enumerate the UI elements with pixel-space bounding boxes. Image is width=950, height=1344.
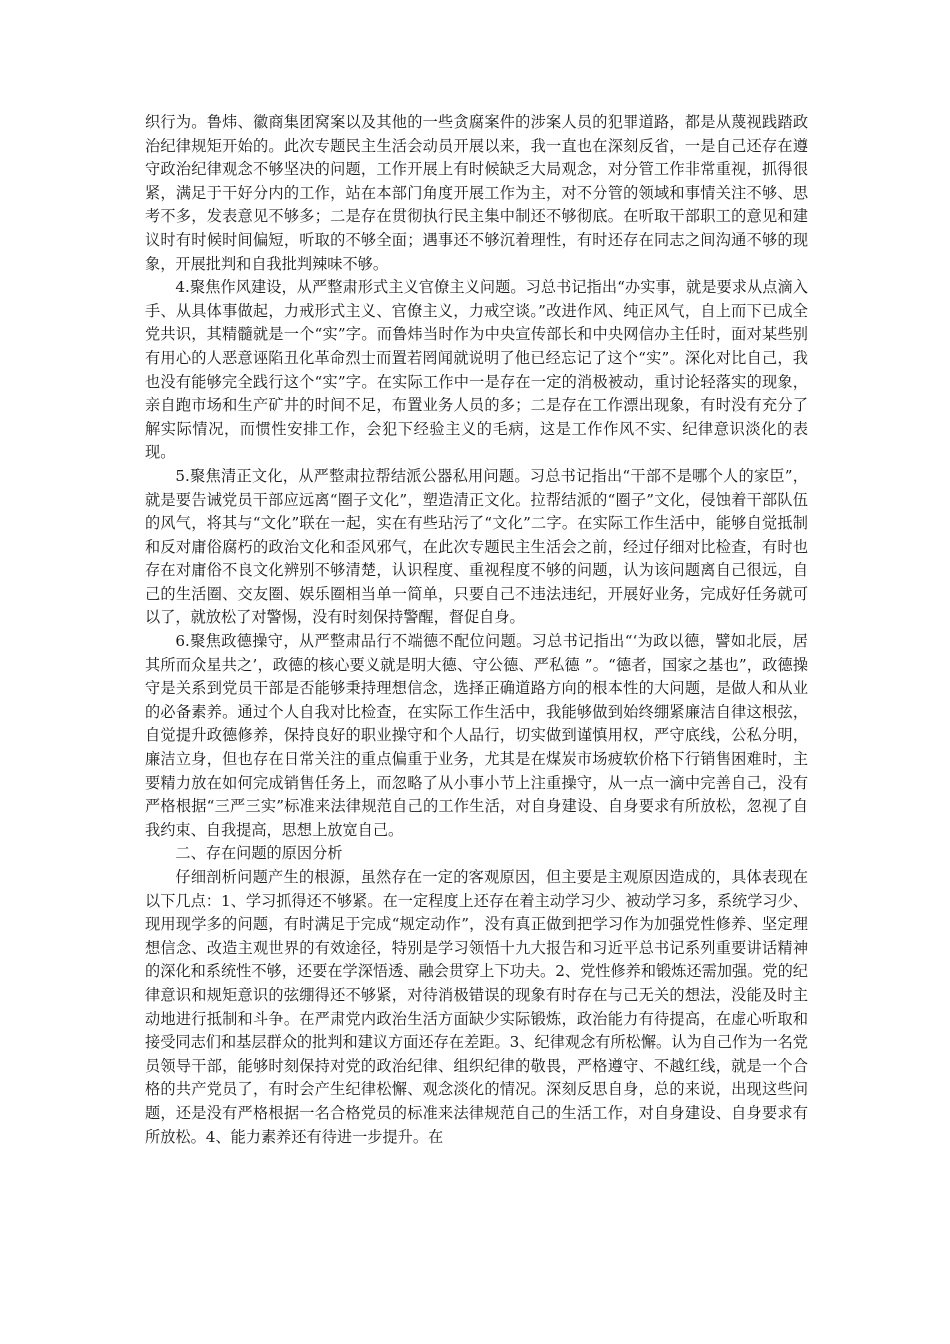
paragraph-item-6: 6.聚焦政德操守，从严整肃品行不端德不配位问题。习总书记指出“‘为政以德，譬如北辰，居其所而众星共之’，政德的核心要义就是明大德、守公德、严私德 ”。“德者，国家之基也”，政德操守是关系到党员干部是否能够秉持理想信念，选择正确道路方向的根本性的大问题，是做人和从业的必备素养。通过个人自我对比检查，在实际工作生活中，我能够做到始终绷紧廉洁自律这根弦，自觉提升政德修养，保持良好的职业操守和个人品行，切实做到谨慎用权，严守底线，公私分明，廉洁立身，但也存在日常关注的重点偏重于业务，尤其是在煤炭市场疲软价格下行销售困难时，主要精力放在如何完成销售任务上，而忽略了从小事小节上注重操守，从一点一滴中完善自己，没有严格根据“三严三实”标准来法律规范自己的工作生活，对自身建设、自身要求有所放松，忽视了自我约束、自我提高，思想上放宽自己。 xyxy=(145,632,808,839)
paragraph-continuation: 织行为。鲁炜、徽商集团窝案以及其他的一些贪腐案件的涉案人员的犯罪道路，都是从蔑视践踏政治纪律规矩开始的。此次专题民主生活会动员开展以来，我一直也在深刻反省，一是自己还存在遵守政治纪律观念不够坚决的问题，工作开展上有时候缺乏大局观念，对分管工作非常重视，抓得很紧，满足于干好分内的工作，站在本部门角度开展工作为主，对不分管的领域和事情关注不够、思考不多，发表意见不够多；二是存在贯彻执行民主集中制还不够彻底。在听取干部职工的意见和建议时有时候时间偏短，听取的不够全面；遇事还不够沉着理性，有时还存在同志之间沟通不够的现象，开展批判和自我批判辣味不够。 xyxy=(145,113,808,273)
paragraph-item-4: 4.聚焦作风建设，从严整肃形式主义官僚主义问题。习总书记指出“办实事，就是要求从点滴入手、从具体事做起，力戒形式主义、官僚主义，力戒空谈。”改进作风、纯正风气，自上而下已成全党共识，其精髓就是一个“实”字。而鲁炜当时作为中央宣传部长和中央网信办主任时，面对某些别有用心的人恶意诬陷丑化革命烈士而置若罔闻就说明了他已经忘记了这个“实”。深化对比自己，我也没有能够完全践行这个“实”字。在实际工作中一是存在一定的消极被动，重讨论轻落实的现象，亲自跑市场和生产矿井的时间不足，布置业务人员的多；二是存在工作漂出现象，有时没有充分了解实际情况，而惯性安排工作，会犯下经验主义的毛病，这是工作作风不实、纪律意识淡化的表现。 xyxy=(145,278,808,462)
document-body xyxy=(145,111,808,1149)
paragraph-cause-analysis: 仔细剖析问题产生的根源，虽然存在一定的客观原因，但主要是主观原因造成的，具体表现在以下几点：1、学习抓得还不够紧。在一定程度上还存在着主动学习少、被动学习多，系统学习少、现用现学多的问题，有时满足于完成“规定动作”，没有真正做到把学习作为加强党性修养、坚定理想信念、改造主观世界的有效途径，特别是学习领悟十九大报告和习近平总书记系列重要讲话精神的深化和系统性不够，还要在学深悟透、融会贯穿上下功夫。2、党性修养和锻炼还需加强。党的纪律意识和规矩意识的弦绷得还不够紧，对待消极错误的现象有时存在与己无关的想法，没能及时主动地进行抵制和斗争。在严肃党内政治生活方面缺少实际锻炼，政治能力有待提高，在虚心听取和接受同志们和基层群众的批判和建议方面还存在差距。3、纪律观念有所松懈。认为自己作为一名党员领导干部，能够时刻保持对党的政治纪律、组织纪律的敬畏，严格遵守、不越红线，就是一个合格的共产党员了，有时会产生纪律松懈、观念淡化的情况。深刻反思自身，总的来说，出现这些问题，还是没有严格根据一名合格党员的标准来法律规范自己的生活工作，对自身建设、自身要求有所放松。4、能力素养还有待进一步提升。在 xyxy=(145,868,808,1146)
section-heading: 二、存在问题的原因分析 xyxy=(175,844,343,863)
paragraph-item-5: 5.聚焦清正文化，从严整肃拉帮结派公器私用问题。习总书记指出“干部不是哪个人的家臣”，就是要告诫党员干部应远离“圈子文化”，塑造清正文化。拉帮结派的“圈子”文化，侵蚀着干部队伍的风气，将其与“文化”联在一起，实在有些玷污了“文化”二字。在实际工作生活中，能够自觉抵制和反对庸俗腐朽的政治文化和歪风邪气，在此次专题民主生活会之前，经过仔细对比检查，有时也存在对庸俗不良文化辨别不够清楚，认识程度、重视程度不够的问题，认为该问题离自己很远，自己的生活圈、交友圈、娱乐圈相当单一简单，只要自己不违法违纪，开展好业务，完成好任务就可以了，就放松了对警惕，没有时刻保持警醒，督促自身。 xyxy=(145,466,808,627)
